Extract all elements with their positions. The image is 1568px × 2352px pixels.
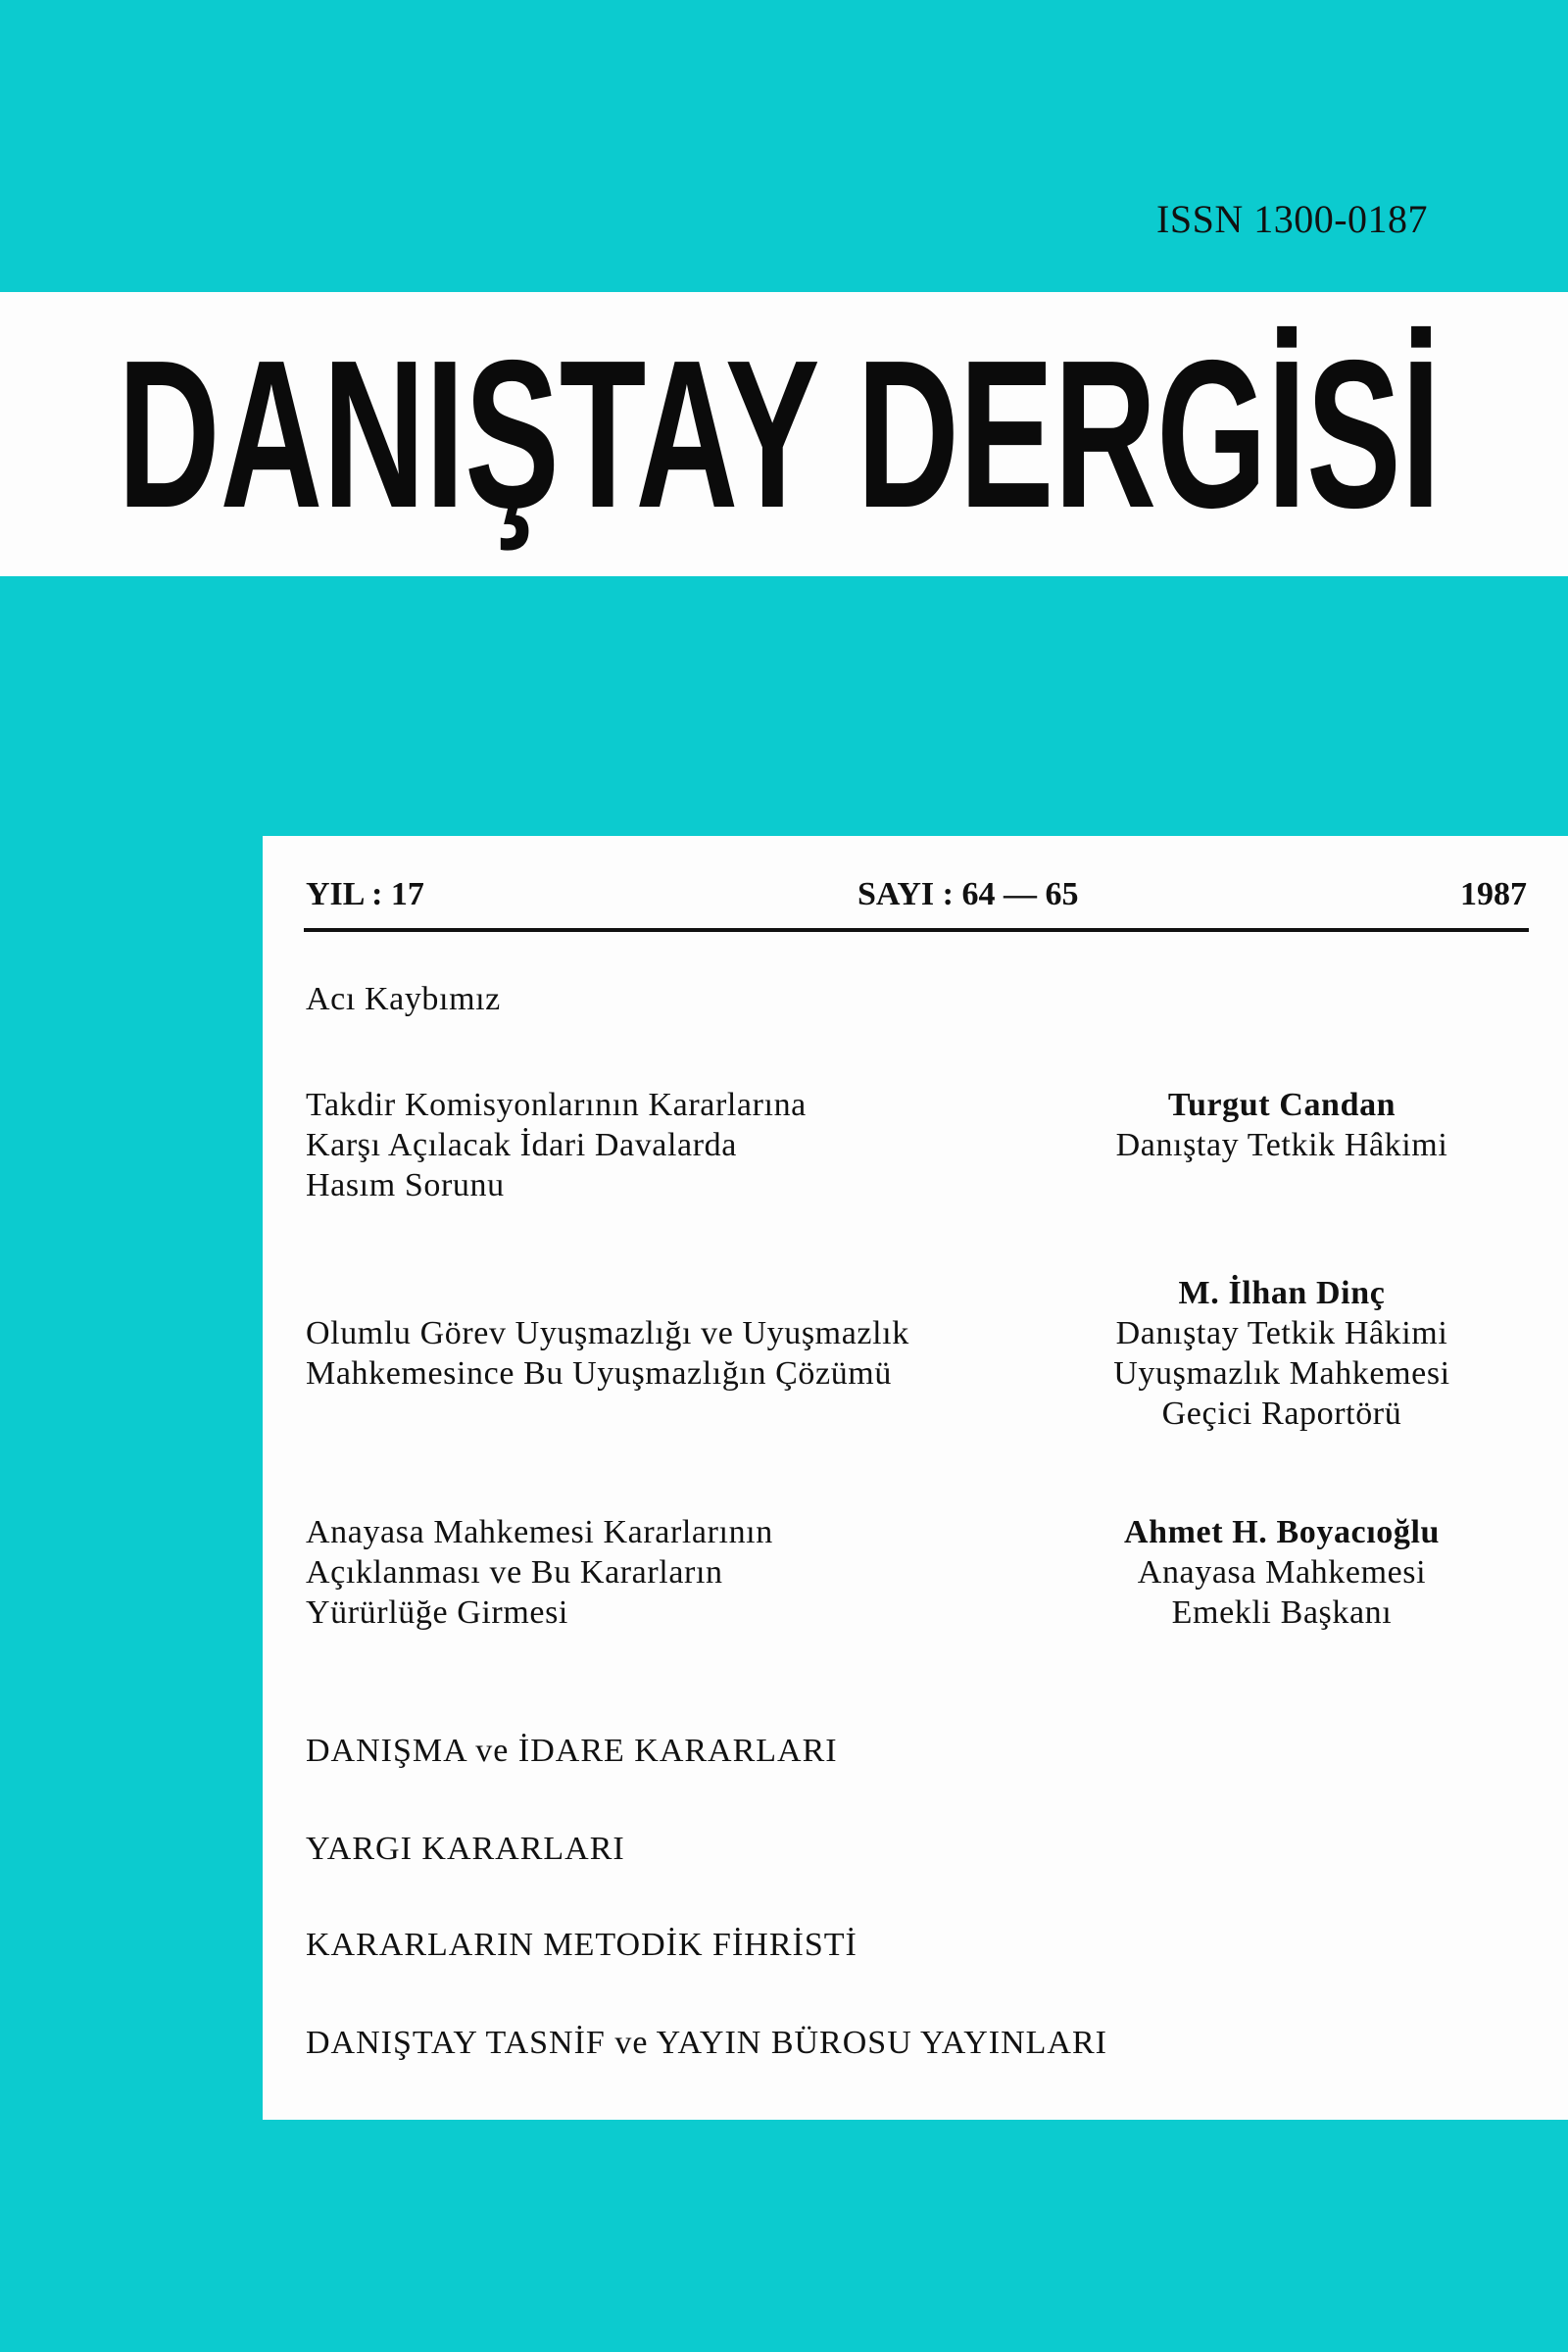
header-rule xyxy=(304,928,1529,932)
journal-title-text: DANIŞTAY DERGİSİ xyxy=(118,325,1441,551)
author-role: Emekli Başkanı xyxy=(1171,1594,1393,1631)
article-1-title-line: Karşı Açılacak İdari Davalarda xyxy=(306,1127,737,1163)
section-heading: KARARLARIN METODİK FİHRİSTİ xyxy=(306,1927,858,1963)
volume-label: YIL : 17 xyxy=(306,876,424,912)
article-2-title-line: Olumlu Görev Uyuşmazlığı ve Uyuşmazlık xyxy=(306,1315,909,1351)
issue-number: SAYI : 64 — 65 xyxy=(858,876,1079,912)
article-3-title-line: Açıklanması ve Bu Kararların xyxy=(306,1554,723,1591)
issue-year: 1987 xyxy=(1460,876,1527,912)
intro-entry: Acı Kaybımız xyxy=(306,981,501,1017)
article-1-title xyxy=(306,1085,807,1205)
author-role: Danıştay Tetkik Hâkimi xyxy=(1115,1127,1448,1163)
article-1-title-line: Hasım Sorunu xyxy=(306,1167,505,1203)
article-3-author xyxy=(1037,1512,1527,1633)
author-role: Danıştay Tetkik Hâkimi xyxy=(1115,1315,1448,1351)
section-heading: DANIŞTAY TASNİF ve YAYIN BÜROSU YAYINLARI xyxy=(306,2025,1107,2061)
author-name: M. İlhan Dinç xyxy=(1178,1275,1386,1311)
journal-title xyxy=(118,325,1446,551)
article-1-title-line: Takdir Komisyonlarının Kararlarına xyxy=(306,1087,807,1123)
contents-panel xyxy=(263,836,1568,2120)
article-3-title-line: Yürürlüğe Girmesi xyxy=(306,1594,568,1631)
author-name: Turgut Candan xyxy=(1167,1087,1396,1123)
article-2-author xyxy=(1037,1273,1527,1434)
article-2-title xyxy=(306,1313,909,1394)
issn-number: ISSN 1300-0187 xyxy=(1156,197,1429,241)
issue-info xyxy=(306,876,1527,917)
author-role: Anayasa Mahkemesi xyxy=(1137,1554,1427,1591)
section-heading: YARGI KARARLARI xyxy=(306,1831,625,1867)
journal-title-svg xyxy=(118,325,1446,551)
article-2-title-line: Mahkemesince Bu Uyuşmazlığın Çözümü xyxy=(306,1355,892,1392)
section-heading: DANIŞMA ve İDARE KARARLARI xyxy=(306,1733,838,1769)
author-name: Ahmet H. Boyacıoğlu xyxy=(1123,1514,1441,1550)
author-role: Uyuşmazlık Mahkemesi xyxy=(1113,1355,1450,1392)
article-3-title-line: Anayasa Mahkemesi Kararlarının xyxy=(306,1514,773,1550)
article-3-title xyxy=(306,1512,773,1633)
article-1-author xyxy=(1037,1085,1527,1165)
author-role: Geçici Raportörü xyxy=(1161,1396,1402,1432)
